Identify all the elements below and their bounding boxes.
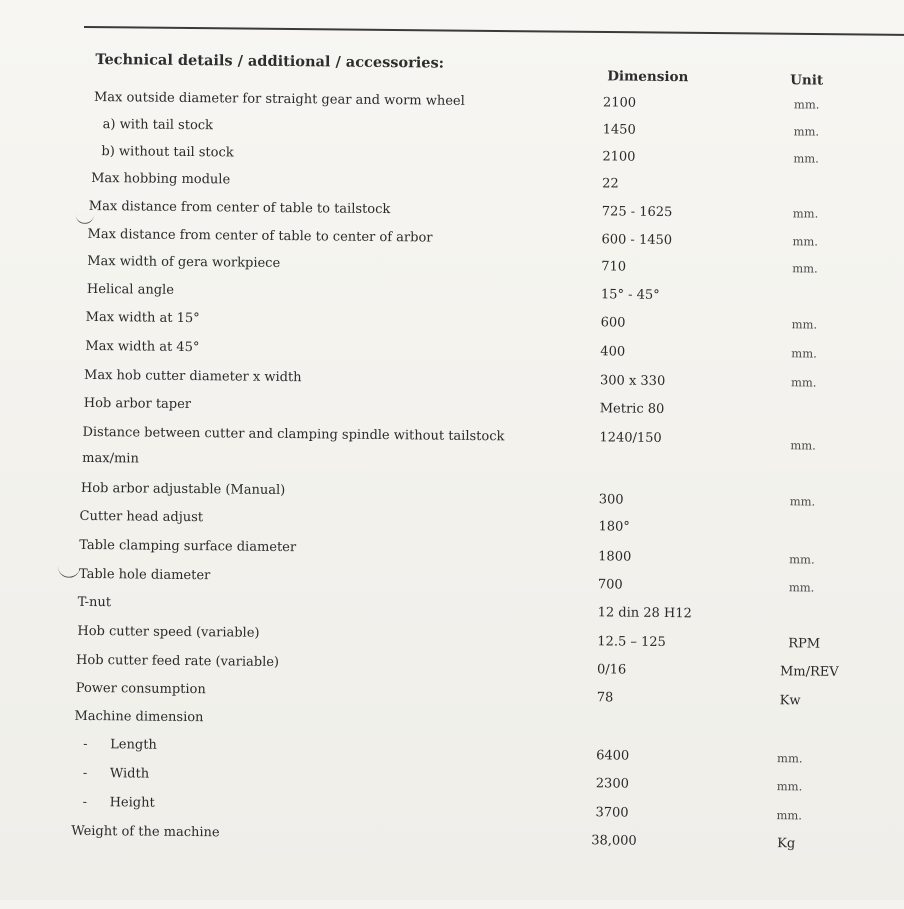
spec-label: Machine dimension — [74, 708, 204, 726]
spec-dimension: 3700 — [595, 805, 629, 821]
spec-unit: mm. — [793, 124, 820, 139]
spec-label: Length — [110, 737, 157, 753]
spec-unit: RPM — [788, 636, 821, 652]
spec-unit: mm. — [791, 317, 818, 332]
spec-row — [0, 708, 897, 737]
spec-unit: mm. — [776, 779, 803, 794]
spec-dimension: 600 — [600, 315, 626, 331]
spec-dimension: 2100 — [602, 95, 637, 111]
spec-row — [0, 765, 896, 794]
spec-dimension: 300 — [598, 492, 624, 508]
spec-label: Hob cutter speed (variable) — [77, 623, 260, 641]
spec-dimension: 2300 — [595, 776, 629, 792]
spec-row — [0, 566, 898, 595]
spec-dimension: Metric 80 — [599, 401, 665, 417]
spec-unit: Mm/REV — [779, 664, 839, 680]
spec-dimension: 700 — [597, 577, 623, 593]
spec-dimension: 2100 — [602, 149, 636, 165]
spec-dimension: 22 — [602, 176, 619, 192]
spec-label: b) without tail stock — [101, 144, 234, 161]
spec-row — [0, 450, 899, 479]
spec-dimension: 600 - 1450 — [601, 232, 673, 249]
spec-unit: mm. — [792, 234, 819, 249]
spec-row — [0, 367, 900, 396]
spec-row — [0, 823, 895, 852]
spec-dimension: 1240/150 — [599, 430, 662, 446]
spec-row — [0, 537, 898, 566]
spec-unit: mm. — [789, 494, 816, 509]
spec-row — [0, 623, 897, 652]
spec-dimension: 710 — [601, 259, 627, 275]
spec-dimension: 1800 — [598, 549, 632, 565]
spec-row — [0, 143, 902, 172]
column-header-unit: Unit — [790, 72, 824, 89]
spec-row — [0, 170, 902, 199]
handwritten-tick-mark — [58, 565, 80, 578]
spec-dimension: 12 din 28 H12 — [597, 605, 692, 622]
spec-label: Max width of gera workpiece — [87, 253, 281, 271]
spec-dimension: 725 - 1625 — [601, 204, 673, 221]
spec-label: Cutter head adjust — [79, 508, 204, 526]
spec-dimension: 1450 — [602, 122, 636, 138]
spec-row — [0, 89, 903, 118]
spec-label: Max width at 45° — [85, 338, 200, 356]
spec-label: Max hobbing module — [91, 170, 231, 188]
spec-label: Max hob cutter diameter x width — [83, 367, 302, 386]
handwritten-tick-mark — [76, 215, 94, 224]
spec-unit: mm. — [792, 261, 818, 276]
spec-label: Power consumption — [75, 680, 206, 698]
spec-dimension: 400 — [600, 344, 626, 360]
spec-dimension: 6400 — [596, 748, 630, 764]
spec-dimension: 78 — [596, 690, 614, 706]
spec-unit: mm. — [792, 206, 819, 221]
spec-dimension: 38,000 — [591, 833, 637, 849]
spec-row — [0, 508, 899, 537]
spec-label: Hob arbor taper — [83, 395, 192, 413]
spec-label: Table hole diameter — [78, 566, 211, 584]
spec-row — [0, 281, 901, 310]
spec-label: Distance between cutter and clamping spindle without tailstock — [82, 424, 505, 445]
spec-label: Width — [109, 766, 150, 782]
spec-dimension: 12.5 – 125 — [597, 634, 666, 651]
spec-row — [0, 424, 900, 453]
spec-label: Height — [109, 795, 155, 811]
bullet-dash: - — [82, 765, 88, 781]
spec-row — [0, 480, 899, 509]
spec-label: Table clamping surface diameter — [79, 537, 297, 556]
section-title: Technical details / additional / accessories: — [95, 51, 445, 72]
spec-unit: mm. — [793, 151, 819, 166]
column-header-dimension: Dimension — [607, 68, 689, 86]
spec-row — [0, 198, 902, 227]
spec-unit: mm. — [776, 808, 803, 823]
spec-unit: Kw — [779, 693, 801, 709]
bullet-dash: - — [83, 736, 88, 752]
spec-label: Helical angle — [86, 281, 175, 298]
spec-label: Hob arbor adjustable (Manual) — [80, 480, 286, 499]
spec-row — [0, 794, 896, 823]
spec-row — [0, 116, 903, 145]
spec-dimension: 300 x 330 — [599, 373, 666, 389]
bullet-dash: - — [82, 794, 88, 810]
spec-unit: mm. — [777, 751, 803, 766]
spec-row — [0, 652, 897, 681]
spec-row — [0, 680, 897, 709]
spec-row — [0, 594, 898, 623]
spec-label: Max width at 15° — [85, 309, 200, 327]
spec-label: Weight of the machine — [71, 823, 220, 841]
spec-unit: mm. — [790, 438, 816, 453]
spec-row — [0, 309, 901, 338]
spec-label: Max distance from center of table to tailstock — [88, 198, 391, 218]
spec-label: max/min — [82, 450, 139, 467]
spec-unit: mm. — [791, 346, 817, 361]
spec-row — [0, 226, 902, 255]
spec-dimension: 15° - 45° — [600, 287, 660, 303]
spec-row — [0, 253, 901, 282]
spec-unit: mm. — [790, 375, 817, 390]
spec-row — [0, 736, 896, 765]
spec-dimension: 180° — [598, 519, 630, 535]
spec-unit: mm. — [789, 552, 815, 567]
spec-row — [0, 338, 900, 367]
spec-row — [0, 395, 900, 424]
spec-dimension: 0/16 — [596, 662, 627, 678]
spec-label: Max outside diameter for straight gear and worm wheel — [93, 89, 465, 109]
spec-label: a) with tail stock — [102, 117, 214, 134]
spec-unit: mm. — [793, 97, 820, 112]
spec-label: Max distance from center of table to center of arbor — [87, 226, 433, 246]
spec-label: Hob cutter feed rate (variable) — [76, 652, 280, 670]
spec-unit: mm. — [788, 580, 815, 595]
spec-label: T-nut — [77, 594, 112, 611]
spec-unit: Kg — [777, 836, 796, 852]
